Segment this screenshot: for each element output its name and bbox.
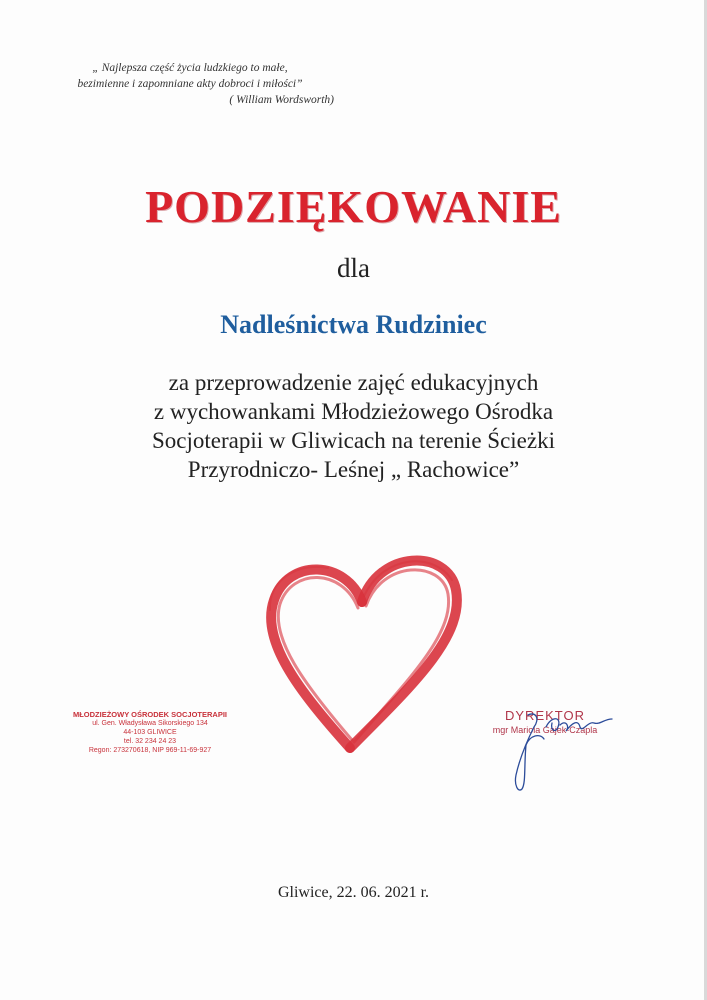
stamp-postal: 44-103 GLIWICE — [123, 729, 177, 736]
quote-line-2: bezimienne i zapomniane akty dobroci i miłości” — [77, 78, 303, 90]
stamp-ids: Regon: 273270618, NIP 969-11-69-927 — [88, 747, 212, 754]
stamp-phone: tel. 32 234 24 23 — [123, 738, 177, 745]
institution-stamp — [70, 710, 230, 755]
body-line-3: Socjoterapii w Gliwicach na terenie Ścieżki — [152, 428, 555, 453]
signature-scribble — [500, 705, 620, 800]
heart-icon — [258, 540, 466, 755]
for-label: dla — [337, 253, 370, 283]
director-name: mgr Mariola Gajek-Czapla — [492, 725, 598, 735]
quote-author: ( William Wordsworth) — [229, 94, 334, 106]
quote-block — [40, 60, 340, 108]
stamp-street: ul. Gen. Władysława Sikorskiego 134 — [92, 720, 208, 727]
body-line-2: z wychowankami Młodzieżowego Ośrodka — [153, 399, 554, 424]
body-line-1: za przeprowadzenie zajęć edukacyjnych — [168, 370, 539, 395]
quote-line-1: „ Najlepsza część życia ludzkiego to małe, — [92, 62, 288, 74]
certificate-title: PODZIĘKOWANIE — [145, 181, 562, 232]
acknowledgement-text — [60, 368, 647, 484]
recipient-name: Nadleśnictwa Rudziniec — [220, 310, 487, 339]
body-line-4: Przyrodniczo- Leśnej „ Rachowice” — [187, 457, 520, 482]
place-and-date: Gliwice, 22. 06. 2021 r. — [277, 884, 430, 901]
director-title: DYREKTOR — [505, 708, 585, 723]
stamp-institution-name: MŁODZIEŻOWY OŚRODEK SOCJOTERAPII — [72, 710, 228, 719]
